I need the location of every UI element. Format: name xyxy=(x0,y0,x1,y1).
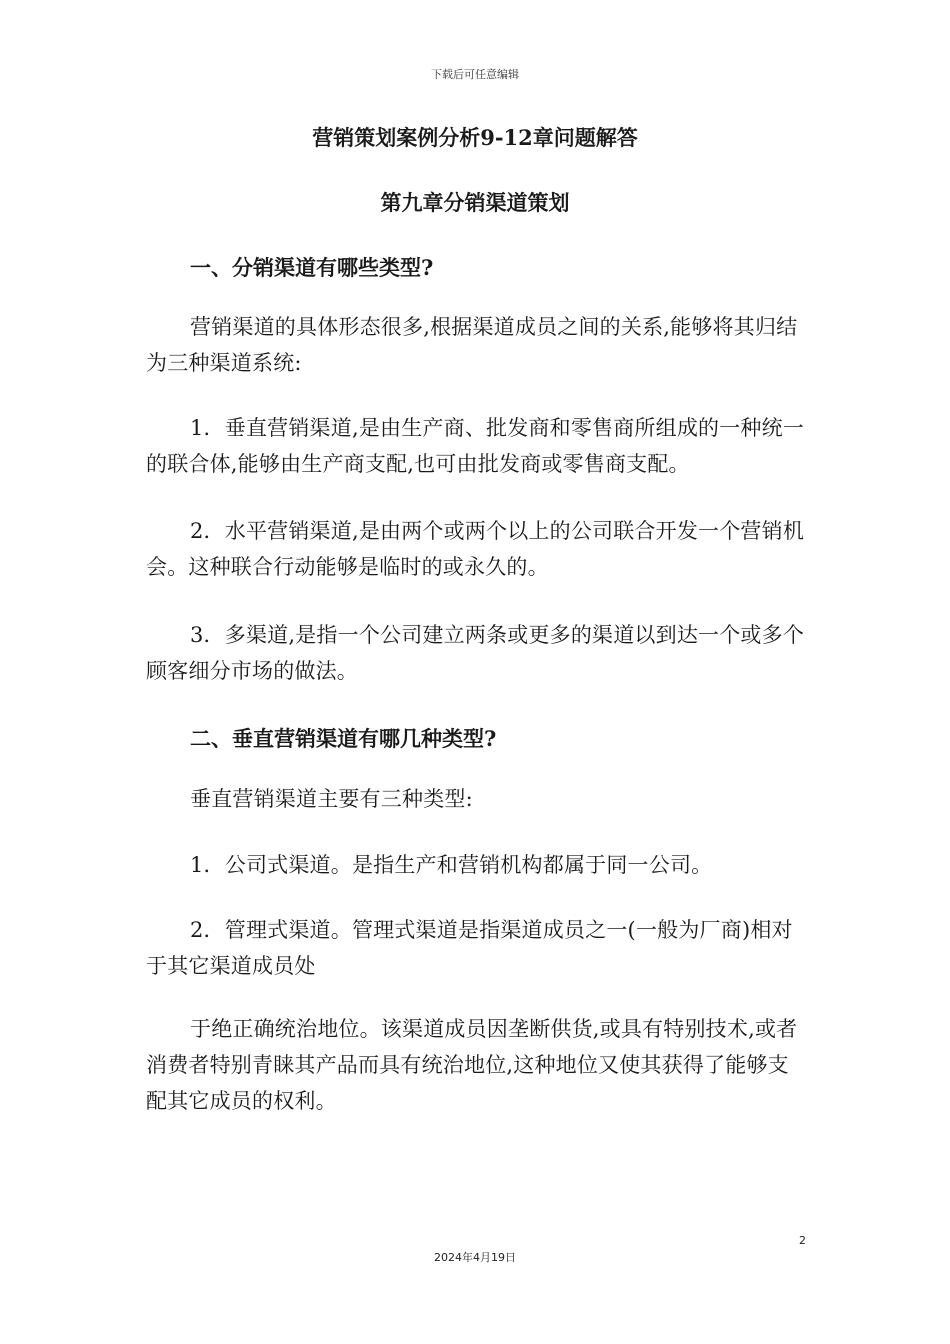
paragraph: 1．公司式渠道。是指生产和营销机构都属于同一公司。 xyxy=(190,853,713,877)
footer-date: 2024年4月19日 xyxy=(434,1251,516,1264)
paragraph: 垂直营销渠道主要有三种类型: xyxy=(190,787,473,811)
page-number: 2 xyxy=(799,1234,806,1247)
paragraph: 于绝正确统治地位。该渠道成员因垄断供货,或具有特别技术,或者消费者特别青睐其产品而具有统治地位,这种地位又使其获得了能够支配其它成员的权利。 xyxy=(146,1017,798,1113)
paragraph: 2．水平营销渠道,是由两个或两个以上的公司联合开发一个营销机会。这种联合行动能够是临时的或永久的。 xyxy=(146,519,805,579)
paragraph: 3．多渠道,是指一个公司建立两条或更多的渠道以到达一个或多个顾客细分市场的做法。 xyxy=(146,623,805,683)
paragraph: 营销渠道的具体形态很多,根据渠道成员之间的关系,能够将其归结为三种渠道系统: xyxy=(146,315,798,375)
section-heading-2: 二、垂直营销渠道有哪几种类型? xyxy=(190,726,497,751)
section-heading-1: 一、分销渠道有哪些类型? xyxy=(190,255,434,280)
paragraph: 1．垂直营销渠道,是由生产商、批发商和零售商所组成的一种统一的联合体,能够由生产商支配,也可由批发商或零售商支配。 xyxy=(146,416,805,476)
document-title: 营销策划案例分析9-12章问题解答 xyxy=(312,125,638,150)
paragraph: 2．管理式渠道。管理式渠道是指渠道成员之一(一般为厂商)相对于其它渠道成员处 xyxy=(146,918,793,978)
header-note: 下载后可任意编辑 xyxy=(431,68,519,81)
chapter-title: 第九章分销渠道策划 xyxy=(380,190,570,215)
